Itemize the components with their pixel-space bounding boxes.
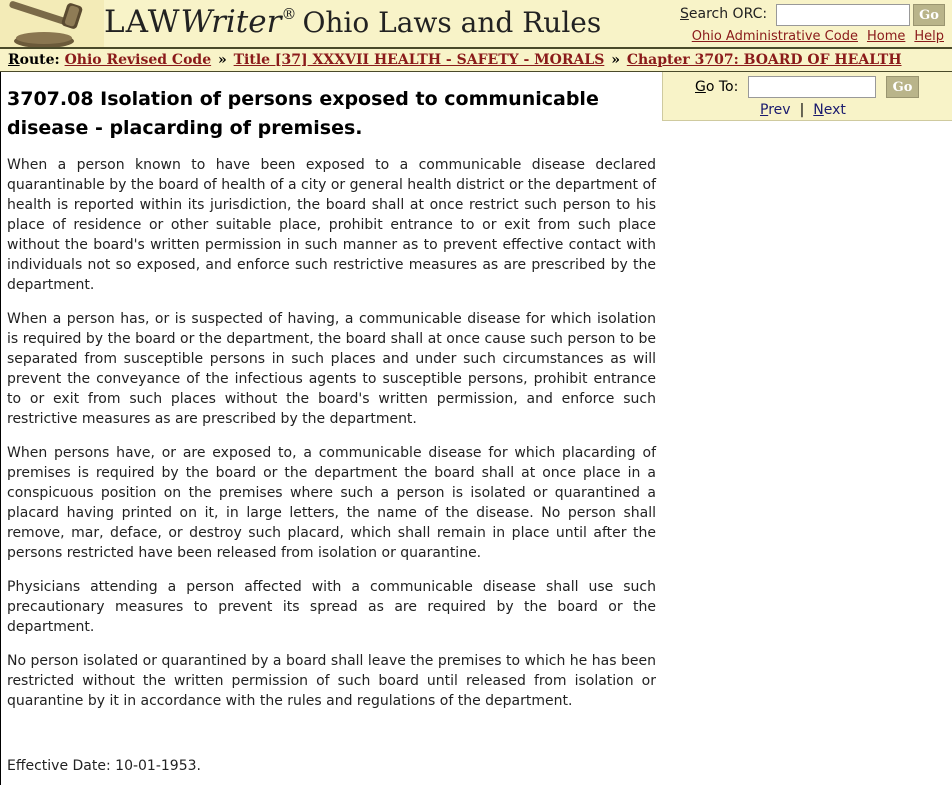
logo-subtitle: Ohio Laws and Rules <box>302 6 602 39</box>
breadcrumb-chapter-3707[interactable]: Chapter 3707: BOARD OF HEALTH <box>626 52 902 68</box>
gavel-logo-icon <box>0 0 104 47</box>
breadcrumb <box>0 49 952 72</box>
breadcrumb-ohio-revised-code[interactable]: Ohio Revised Code <box>64 52 212 68</box>
prev-accesskey: P <box>760 102 769 118</box>
search-orc-label <box>680 6 767 22</box>
link-home[interactable]: Home <box>866 29 906 44</box>
route-label-text: oute: <box>19 52 60 68</box>
content-left-border <box>0 72 1 785</box>
top-links <box>683 29 944 44</box>
breadcrumb-separator: » <box>611 52 620 68</box>
section-paragraph: No person isolated or quarantined by a board shall leave the premises to which he has been restricted without the written permission of such board until released from isolation or quarantine by it in accordance with the rules and regulations of the department. <box>7 653 656 709</box>
section-paragraph: When persons have, or are exposed to, a communicable disease for which placarding of premises is required by the board or the department the board shall at once place in a conspicuous position on the premises where such a person is isolated or quarantined a placard having printed on it, in large letters, the name of the disease. No person shall remove, mar, deface, or destroy such placard, which shall remain in place until after the persons restricted have been released from isolation or quarantine. <box>7 445 656 561</box>
link-help[interactable]: Help <box>914 29 944 44</box>
search-orc-input[interactable] <box>776 4 910 26</box>
search-label-text: earch ORC: <box>688 6 768 22</box>
section-paragraph: Physicians attending a person affected with a communicable disease shall use such precautionary measures to prevent its spread as are required by the board or the department. <box>7 579 656 635</box>
route-label <box>8 52 60 68</box>
next-text: ext <box>823 102 846 118</box>
goto-go-button[interactable]: Go <box>886 76 919 98</box>
next-accesskey: N <box>813 102 824 118</box>
goto-label-accesskey: G <box>695 79 706 95</box>
section-paragraph: When a person has, or is suspected of having, a communicable disease for which isolation is required by the board or the department, the board shall at once cause such person to be separated from susceptible persons in such places and under such circumstances as will prevent the conveyance of the infectious agents to susceptible persons, prohibit entrance to or exit from such places without the board's written permission, and enforce such restrictive measures as are prescribed by the department. <box>7 311 656 427</box>
search-label-accesskey: S <box>680 6 689 22</box>
link-ohio-administrative-code[interactable]: Ohio Administrative Code <box>691 29 858 44</box>
logo-w-text: W <box>180 4 212 40</box>
site-logo-title <box>104 4 601 40</box>
prev-next-nav <box>760 102 846 118</box>
goto-label-text: o To: <box>705 79 739 95</box>
logo-registered-mark: ® <box>281 4 297 23</box>
logo-law-text: LAW <box>104 4 181 40</box>
section-title: 3707.08 Isolation of persons exposed to communicable disease - placarding of premises. <box>7 88 599 139</box>
next-link[interactable] <box>813 102 846 118</box>
nav-divider: | <box>799 102 805 118</box>
effective-date: Effective Date: 10-01-1953. <box>7 758 201 774</box>
site-header <box>0 0 952 49</box>
goto-input[interactable] <box>748 76 876 98</box>
breadcrumb-separator: » <box>217 52 227 68</box>
logo-riter-text: riter <box>211 4 282 40</box>
section-paragraph: When a person known to have been exposed to a communicable disease declared quarantinable by the board of health of a city or general health district or the department of health is reported within its jurisdiction, the board shall at once restrict such person to his place of residence or other suitable place, prohibit entrance to or exit from such place without the board's written permission in such manner as to prevent effective contact with individuals not so exposed, and enforce such restrictive measures as are prescribed by the department. <box>7 157 656 293</box>
section-body <box>7 155 656 725</box>
breadcrumb-title-37[interactable]: Title [37] XXXVII HEALTH - SAFETY - MORALS <box>233 52 605 68</box>
prev-text: rev <box>768 102 791 118</box>
search-go-button[interactable]: Go <box>913 4 945 26</box>
route-label-accesskey: R <box>8 52 20 68</box>
prev-link[interactable] <box>760 102 791 118</box>
goto-label <box>695 79 738 95</box>
